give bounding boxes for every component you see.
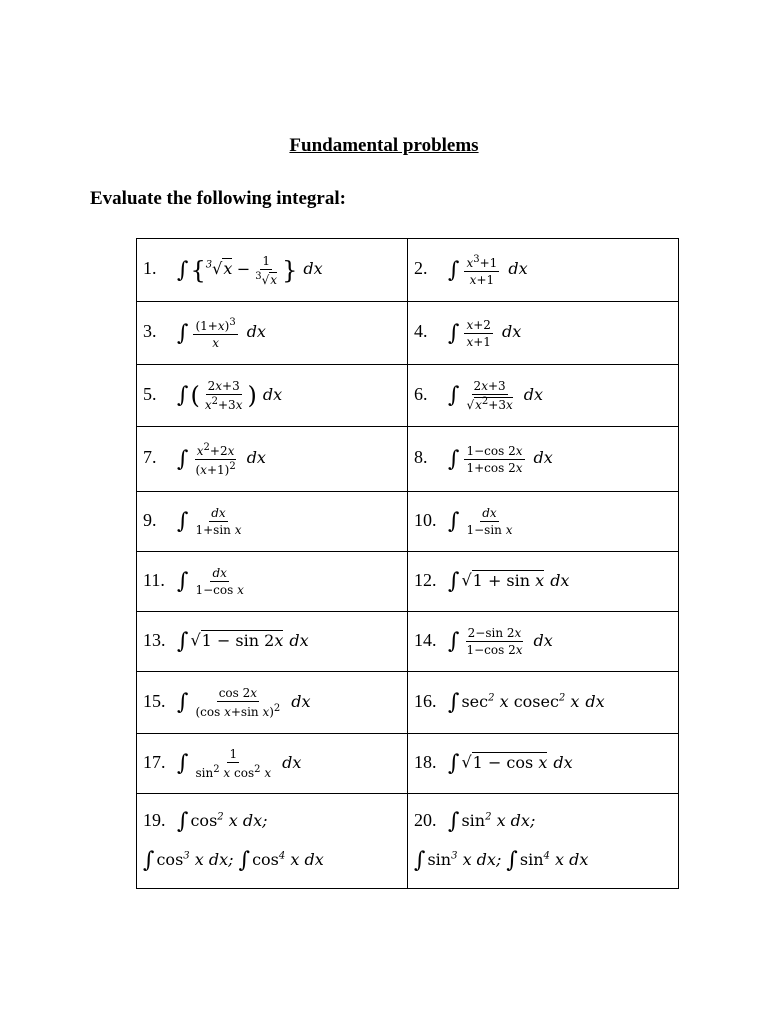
problem-number: 13. xyxy=(143,629,166,650)
problem-number: 1. xyxy=(143,258,157,279)
problem-20: 20. ∫ $\sin^2 x$ dx; ∫ $\sin^3 x$ dx; ∫ $\sin^4 x$ dx xyxy=(408,794,679,889)
problem-2: 2. ∫ $\frac{x^3+1}{x+1}$ dx xyxy=(408,239,679,302)
problem-number: 6. xyxy=(414,383,428,404)
problem-number: 9. xyxy=(143,509,157,530)
problem-3: 3. ∫ $\frac{(1+x)^3}{x}$ dx xyxy=(137,302,408,365)
problem-number: 17. xyxy=(143,751,166,772)
problem-number: 3. xyxy=(143,321,157,342)
problem-number: 8. xyxy=(414,447,428,468)
problem-11: 11. ∫ $\frac{dx}{\text{1−cos x}}$ xyxy=(137,552,408,612)
problem-number: 4. xyxy=(414,321,428,342)
problem-13: 13. ∫ √1 − sin 2x dx xyxy=(137,612,408,672)
problem-10: 10. ∫ $\frac{dx}{\text{1−sin x}}$ xyxy=(408,492,679,552)
problem-number: 5. xyxy=(143,383,157,404)
problem-16: 16. ∫ $\sec^2 x$ cosec$^2$ x dx xyxy=(408,672,679,734)
page-title: Fundamental problems xyxy=(289,135,479,156)
problem-12: 12. ∫ √1 + sin x dx xyxy=(408,552,679,612)
problem-14: 14. ∫ $\frac{2-\sin 2x}{1-\cos 2x}$ dx xyxy=(408,612,679,672)
problem-9: 9. ∫ $\frac{dx}{\text{1+sin x}}$ xyxy=(137,492,408,552)
problem-number: 19. xyxy=(143,809,166,830)
problem-number: 18. xyxy=(414,751,437,772)
problem-19: 19. ∫ $\cos^2 x$ dx; ∫ $\cos^3 x$ dx; ∫ $\cos^4 x$ dx xyxy=(137,794,408,889)
problem-number: 14. xyxy=(414,629,437,650)
problem-5: 5. ∫( $\frac{2x+3}{x^2+3x}$ ) dx xyxy=(137,365,408,427)
problem-17: 17. ∫ $\frac{1}{\sin^2 x \cos^2 x}$ dx xyxy=(137,734,408,794)
problem-6: 6. ∫ $\frac{2x+3}{√x^2+3x}$ dx xyxy=(408,365,679,427)
instruction-heading: Evaluate the following integral: xyxy=(90,188,346,209)
problem-15: 15. ∫ $\frac{\cos 2x}{(\cos x+\sin x)^2}$ dx xyxy=(137,672,408,734)
problem-number: 11. xyxy=(143,569,165,590)
problems-table xyxy=(136,238,679,889)
problem-number: 10. xyxy=(414,509,437,530)
problem-number: 15. xyxy=(143,690,166,711)
problem-number: 12. xyxy=(414,569,437,590)
problem-7: 7. ∫ $\frac{x^2+2x}{(x+1)^2}$ dx xyxy=(137,427,408,492)
problem-4: 4. ∫ $\frac{x+2}{x+1}$ dx xyxy=(408,302,679,365)
problem-number: 16. xyxy=(414,690,437,711)
problem-number: 7. xyxy=(143,447,157,468)
problem-18: 18. ∫ √1 − cos x dx xyxy=(408,734,679,794)
problem-number: 2. xyxy=(414,258,428,279)
problem-8: 8. ∫ $\frac{1-\cos 2x}{1+\cos 2x}$ dx xyxy=(408,427,679,492)
problem-1: 1. ∫{$^3$√x − $\frac{1}{^3√x}$ } dx xyxy=(137,239,408,302)
problem-number: 20. xyxy=(414,809,437,830)
